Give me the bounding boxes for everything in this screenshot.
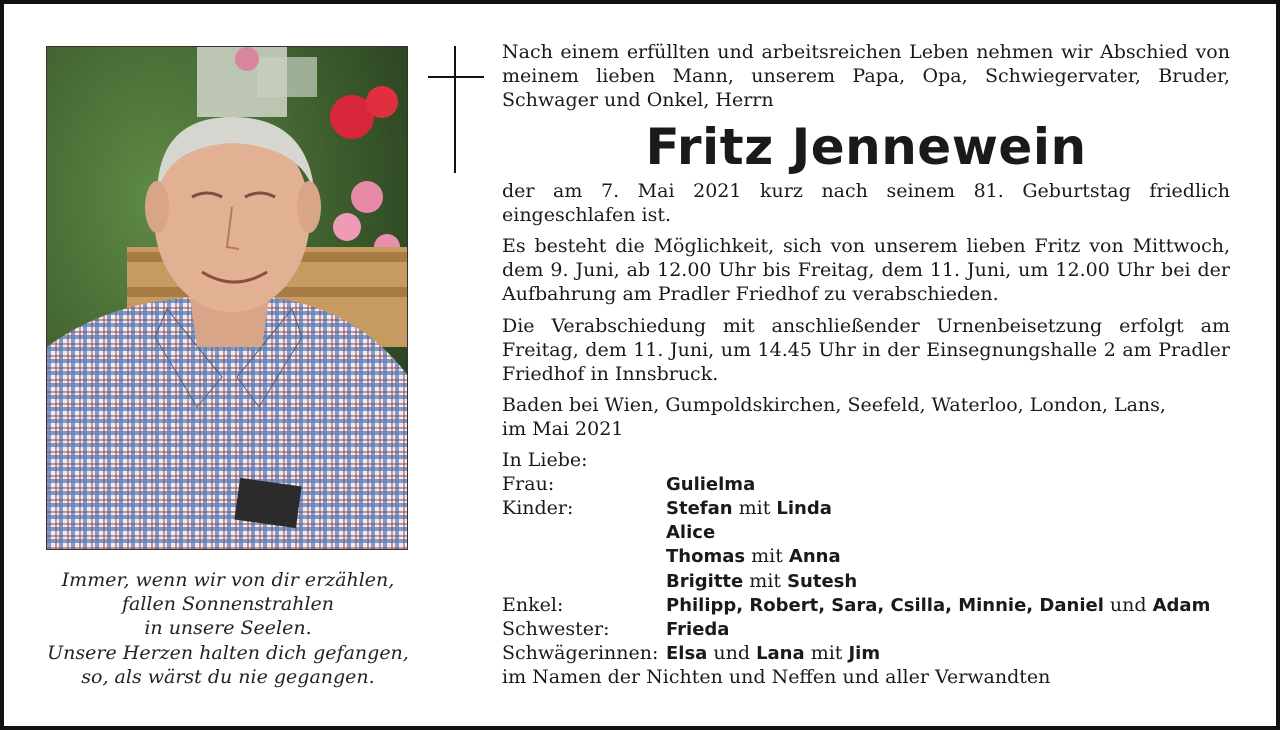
- family-names: [666, 544, 841, 568]
- relative-name: Lana: [756, 643, 805, 665]
- viewing-info: Es besteht die Möglichkeit, sich von unserem lieben Fritz von Mittwoch, dem 9. Juni, ab 12.00 Uhr bis Freitag, dem 11. Juni, um 12.00 Uhr bei der Aufbahrung am Pradler Friedhof zu verabschieden.: [502, 235, 1230, 306]
- family-label: Enkel:: [502, 593, 564, 616]
- family-names: [666, 641, 880, 665]
- relative-name: Philipp, Robert, Sara, Csilla, Minnie, Daniel: [666, 594, 1104, 616]
- family-label: Kinder:: [502, 497, 574, 520]
- poem-line: so, als wärst du nie gegangen.: [81, 665, 375, 688]
- connector-word: mit: [749, 569, 782, 592]
- death-note: der am 7. Mai 2021 kurz nach seinem 81. Geburtstag friedlich eingeschlafen ist.: [502, 179, 1230, 226]
- cross-icon: [454, 46, 456, 173]
- family-row-frau: [502, 472, 1230, 496]
- family-label: Schwägerinnen:: [502, 642, 659, 665]
- family-row-schwaegerinnen: [502, 641, 1230, 665]
- connector-word: mit: [751, 545, 783, 568]
- connector-word: und: [1109, 593, 1147, 616]
- date-line: im Mai 2021: [502, 418, 624, 441]
- ceremony-info: Die Verabschiedung mit anschließender Urnenbeisetzung erfolgt am Freitag, dem 11. Juni, um 14.45 Uhr in der Einsegnungshalle 2 am Pradler Friedhof in Innsbruck.: [502, 314, 1230, 386]
- family-row-enkel: [502, 593, 1230, 617]
- poem-line: Unsere Herzen halten dich gefangen,: [47, 641, 409, 664]
- family-row-schwester: [502, 617, 1230, 641]
- places-line: Baden bei Wien, Gumpoldskirchen, Seefeld, Waterloo, London, Lans,: [502, 394, 1166, 417]
- deceased-name: Fritz Jennewein: [645, 117, 1087, 176]
- connector-word: und: [713, 642, 751, 665]
- relative-name: Thomas: [666, 546, 746, 568]
- relative-name: Stefan: [666, 498, 733, 520]
- intro-text: Nach einem erfüllten und arbeitsreichen Leben nehmen wir Abschied von meinem lieben Mann, unserem Papa, Opa, Schwiegervater, Bruder, Schwager und Onkel, Herrn: [502, 41, 1230, 112]
- poem-line: in unsere Seelen.: [144, 617, 312, 640]
- family-row-kinder-2: [502, 520, 1230, 544]
- closing-line: im Namen der Nichten und Neffen und aller Verwandten: [502, 666, 1051, 689]
- relative-name: Anna: [788, 546, 841, 568]
- family-row-kinder: [502, 496, 1230, 520]
- places-date: [502, 393, 1230, 441]
- relative-name: Gulielma: [666, 473, 756, 495]
- family-names: [666, 472, 755, 496]
- family-names: [666, 593, 1210, 617]
- relative-name: Brigitte: [666, 570, 744, 592]
- cross-icon-bar: [428, 76, 484, 78]
- relative-name: Elsa: [666, 643, 708, 665]
- memorial-poem: [40, 568, 416, 689]
- relative-name: Frieda: [666, 618, 730, 640]
- in-liebe-row: [502, 448, 1230, 472]
- family-names: [666, 520, 715, 544]
- family-label: Frau:: [502, 472, 555, 495]
- poem-line: fallen Sonnenstrahlen: [121, 593, 335, 616]
- relative-name: Linda: [776, 498, 832, 520]
- family-label: Schwester:: [502, 617, 610, 640]
- relative-name: Alice: [666, 522, 716, 544]
- in-liebe-label: In Liebe:: [502, 448, 588, 471]
- relative-name: Jim: [848, 643, 881, 665]
- relative-name: Adam: [1152, 594, 1211, 616]
- family-row-kinder-4: [502, 569, 1230, 593]
- connector-word: mit: [810, 642, 843, 665]
- family-row-kinder-3: [502, 544, 1230, 568]
- connector-word: mit: [738, 497, 771, 520]
- family-names: [666, 569, 857, 593]
- portrait-illustration: [47, 47, 408, 550]
- family-names: [666, 617, 729, 641]
- portrait-photo: [46, 46, 408, 550]
- poem-line: Immer, wenn wir von dir erzählen,: [61, 569, 395, 591]
- family-names: [666, 496, 832, 520]
- notice-text: [502, 40, 1230, 690]
- relative-name: Sutesh: [787, 570, 858, 592]
- family-list: [502, 448, 1230, 690]
